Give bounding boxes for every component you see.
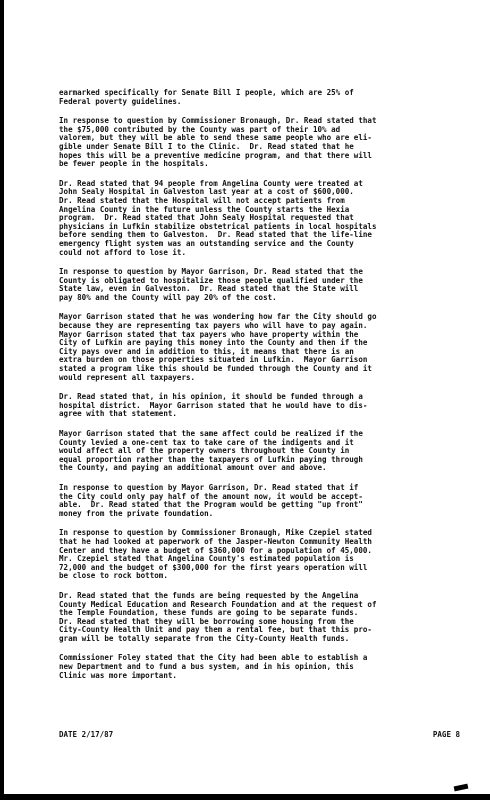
text-line: Dr. Read stated that the funds are being requested by the Angelina bbox=[59, 590, 359, 600]
text-line: In response to question by Commissioner Bronaugh, Mike Czepiel stated bbox=[59, 528, 372, 538]
footer-date: DATE 2/17/87 bbox=[59, 730, 114, 739]
text-line: City of Lufkin are paying this money into the County and then if the bbox=[59, 338, 368, 348]
text-line: City pays over and in addition to this, it means that there is an bbox=[59, 346, 354, 356]
text-line: able. Dr. Read stated that the Program would be getting "up front" bbox=[59, 500, 363, 510]
text-line: agree with that statement. bbox=[59, 409, 177, 419]
text-line: would represent all taxpayers. bbox=[59, 372, 196, 382]
text-line: be close to rock bottom. bbox=[59, 571, 168, 581]
text-line: gible under Senate Bill I to the Clinic. Dr. Read stated that he bbox=[59, 141, 354, 151]
paragraph bbox=[59, 529, 469, 581]
paragraph bbox=[59, 592, 469, 644]
text-line: the Temple Foundation, these funds are going to be separate funds. bbox=[59, 608, 359, 618]
text-line: In response to question by Commissioner Bronaugh, Dr. Read stated that bbox=[59, 116, 377, 126]
text-line: valorem, but they will be able to send these same people who are eli- bbox=[59, 133, 372, 143]
text-line: Mayor Garrison stated that he was wondering how far the City should go bbox=[59, 312, 377, 322]
text-line: Mayor Garrison stated that tax payers who have property within the bbox=[59, 329, 359, 339]
paragraph bbox=[59, 313, 469, 382]
text-line: pay 80% and the County will pay 20% of the cost. bbox=[59, 292, 277, 302]
paragraph bbox=[59, 393, 469, 419]
paragraph bbox=[59, 484, 469, 518]
text-line: program. Dr. Read stated that John Sealy Hospital requested that bbox=[59, 213, 354, 223]
scan-edge-left bbox=[0, 0, 4, 800]
text-line: Dr. Read stated that 94 people from Angelina County were treated at bbox=[59, 178, 363, 188]
paragraph bbox=[59, 89, 469, 106]
text-line: gram will be totally separate from the City-County Health funds. bbox=[59, 633, 350, 643]
footer-page-number: PAGE 8 bbox=[432, 730, 460, 739]
text-line: City-County Health Unit and pay them a rental fee, but that this pro- bbox=[59, 625, 372, 635]
text-line: equal proportion rather than the taxpayers of Lufkin paying through bbox=[59, 454, 363, 464]
text-line: because they are representing tax payers who will have to pay again. bbox=[59, 321, 368, 331]
text-line: Federal poverty guidelines. bbox=[59, 96, 182, 106]
minutes-body bbox=[59, 89, 469, 691]
text-line: hopes this will be a preventive medicine program, and that there will bbox=[59, 150, 372, 160]
text-line: emergency flight system was an outstanding service and the County bbox=[59, 238, 354, 248]
paragraph bbox=[59, 430, 469, 473]
text-line: stated a program like this should be funded through the County and it bbox=[59, 364, 372, 374]
text-line: County is obligated to hospitalize those people qualified under the bbox=[59, 275, 363, 285]
text-line: County levied a one-cent tax to take care of the indigents and it bbox=[59, 437, 354, 447]
text-line: that he had looked at paperwork of the Jasper-Newton Community Health bbox=[59, 536, 372, 546]
text-line: 72,000 and the budget of $300,000 for the first years operation will bbox=[59, 562, 368, 572]
text-line: Angelina County in the future unless the County starts the Hexia bbox=[59, 204, 350, 214]
text-line: Mayor Garrison stated that the same affect could be realized if the bbox=[59, 429, 363, 438]
text-line: Center and they have a budget of $360,000 for a population of 45,000. bbox=[59, 545, 372, 555]
text-line: Dr. Read stated that they will be borrowing some housing from the bbox=[59, 616, 354, 626]
text-line: Dr. Read stated that, in his opinion, it should be funded through a bbox=[59, 392, 363, 402]
text-line: would affect all of the property owners throughout the County in bbox=[59, 446, 350, 456]
text-line: new Department and to fund a bus system, and in his opinion, this bbox=[59, 662, 354, 672]
text-line: Dr. Read stated that the Hospital will not accept patients from bbox=[59, 195, 345, 205]
scan-edge-bottom bbox=[0, 794, 490, 800]
paragraph bbox=[59, 180, 469, 257]
paragraph bbox=[59, 268, 469, 302]
scan-speck bbox=[454, 784, 469, 792]
text-line: hospital district. Mayor Garrison stated that he would have to dis- bbox=[59, 400, 368, 410]
text-line: earmarked specifically for Senate Bill I people, which are 25% of bbox=[59, 88, 354, 97]
text-line: the $75,000 contributed by the County was part of their 10% ad bbox=[59, 124, 341, 134]
text-line: State law, even in Galveston. Dr. Read stated that the State will bbox=[59, 284, 359, 294]
text-line: Commissioner Foley stated that the City had been able to establish a bbox=[59, 653, 368, 663]
paragraph bbox=[59, 654, 469, 680]
text-line: In response to question by Mayor Garrison, Dr. Read stated that the bbox=[59, 267, 363, 277]
text-line: the County, and paying an additional amount over and above. bbox=[59, 463, 327, 473]
text-line: money from the private foundation. bbox=[59, 508, 214, 518]
text-line: physicians in Lufkin stabilize obstetrical patients in local hospitals bbox=[59, 221, 377, 231]
text-line: could not afford to lose it. bbox=[59, 247, 186, 257]
paragraph bbox=[59, 117, 469, 169]
text-line: extra burden on those properties situated in Lufkin. Mayor Garrison bbox=[59, 355, 368, 365]
text-line: John Sealy Hospital in Galveston last year at a cost of $600,000. bbox=[59, 187, 354, 197]
text-line: Mr. Czepiel stated that Angelina County's estimated population is bbox=[59, 554, 354, 564]
text-line: be fewer people in the hospitals. bbox=[59, 159, 209, 169]
text-line: before sending them to Galveston. Dr. Read stated that the life-line bbox=[59, 230, 372, 240]
text-line: Clinic was more important. bbox=[59, 670, 177, 680]
text-line: In response to question by Mayor Garrison, Dr. Read stated that if bbox=[59, 482, 359, 492]
text-line: County Medical Education and Research Foundation and at the request of bbox=[59, 599, 377, 609]
text-line: the City could only pay half of the amount now, it would be accept- bbox=[59, 491, 363, 501]
